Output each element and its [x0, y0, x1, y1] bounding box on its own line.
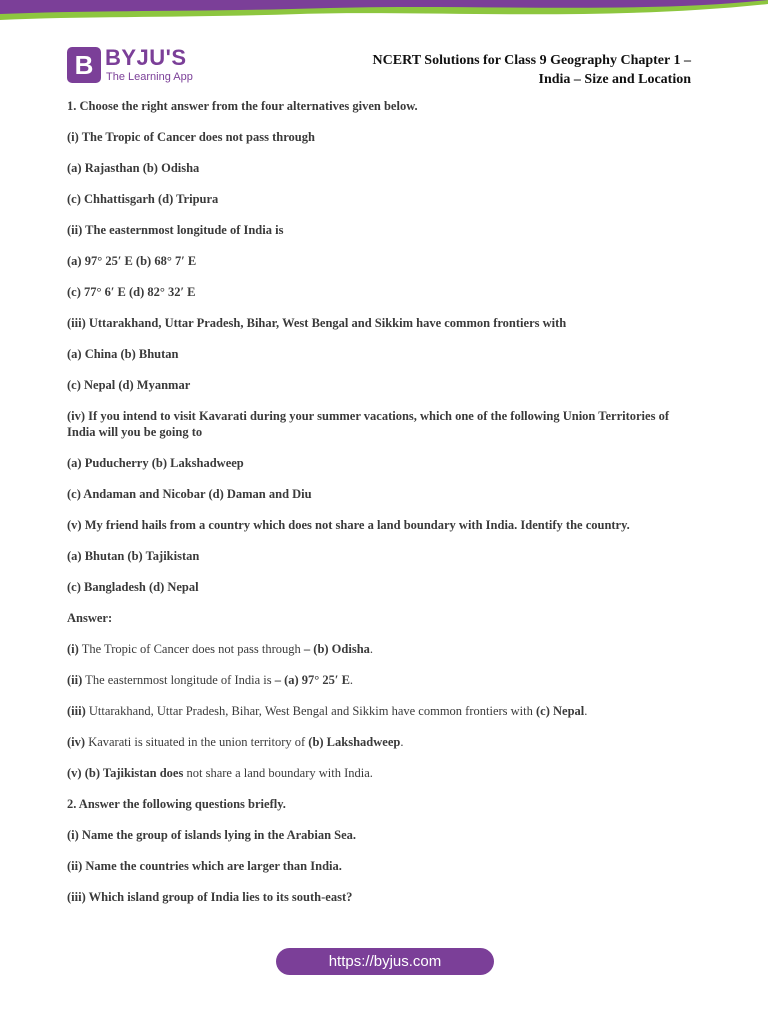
question-i-options-2: (c) Chhattisgarh (d) Tripura: [67, 192, 219, 206]
document-body: [67, 99, 697, 921]
answer-iv-text: Kavarati is situated in the union territory of: [85, 734, 309, 749]
answer-iv-end: .: [400, 734, 404, 749]
answer-label: Answer:: [67, 610, 113, 625]
question-1-heading: 1. Choose the right answer from the four alternatives given below.: [67, 99, 418, 113]
question-i-options-1: (a) Rajasthan (b) Odisha: [67, 161, 200, 175]
question-v-options-2: (c) Bangladesh (d) Nepal: [67, 579, 199, 594]
logo-badge: [67, 47, 101, 83]
document-header: [373, 51, 691, 89]
answer-ii-end: .: [349, 672, 354, 687]
answer-iii-end: .: [584, 703, 588, 718]
answer-iv-choice: (b) Lakshadweep: [308, 734, 401, 749]
question-iv: (iv) If you intend to visit Kavarati during your summer vacations, which one of the following Union Territories of India will you be going to: [67, 409, 669, 439]
question-ii-options-1: (a) 97° 25′ E (b) 68° 7′ E: [67, 254, 197, 268]
answer-v-text: not share a land boundary with India.: [183, 765, 373, 780]
answer-ii: [67, 673, 697, 689]
question-2-i: (i) Name the group of islands lying in the Arabian Sea.: [67, 827, 357, 842]
question-iv-options-2: (c) Andaman and Nicobar (d) Daman and Diu: [67, 486, 312, 501]
logo-wordmark: BYJU'S: [105, 45, 187, 70]
logo-tagline: The Learning App: [106, 71, 193, 83]
question-iii: (iii) Uttarakhand, Uttar Pradesh, Bihar, West Bengal and Sikkim have common frontiers with: [67, 316, 567, 330]
answer-v-choice: (v) (b) Tajikistan does: [67, 765, 184, 780]
answer-i-number: (i): [67, 641, 79, 656]
question-2-heading: 2. Answer the following questions briefly.: [67, 796, 286, 811]
byjus-logo: [67, 45, 203, 86]
answer-iii-number: (iii): [67, 703, 86, 718]
answer-ii-choice: – (a) 97° 25′ E: [274, 672, 350, 687]
answer-i-text: The Tropic of Cancer does not pass through: [78, 641, 304, 656]
header-line-1: NCERT Solutions for Class 9 Geography Chapter 1 –: [372, 53, 691, 68]
answer-i: [67, 642, 697, 658]
question-i: (i) The Tropic of Cancer does not pass through: [67, 130, 315, 144]
answer-iv: [67, 735, 697, 751]
answer-ii-number: (ii): [67, 672, 83, 687]
header-line-2: India – Size and Location: [538, 72, 691, 87]
question-2-ii: (ii) Name the countries which are larger than India.: [67, 858, 342, 873]
answer-i-choice: – (b) Odisha: [303, 641, 370, 656]
answer-iii-choice: (c) Nepal: [536, 703, 585, 718]
question-2-iii: (iii) Which island group of India lies to its south-east?: [67, 889, 353, 904]
answer-iii: [67, 704, 697, 720]
question-v: (v) My friend hails from a country which does not share a land boundary with India. Identify the country.: [67, 517, 630, 532]
answer-iv-number: (iv): [67, 734, 86, 749]
answer-iii-text: Uttarakhand, Uttar Pradesh, Bihar, West Bengal and Sikkim have common frontiers with: [85, 703, 537, 718]
footer-url-button[interactable]: https://byjus.com: [276, 948, 494, 975]
question-ii-options-2: (c) 77° 6′ E (d) 82° 32′ E: [67, 285, 196, 299]
question-v-options-1: (a) Bhutan (b) Tajikistan: [67, 548, 200, 563]
question-ii: (ii) The easternmost longitude of India is: [67, 223, 284, 237]
answer-v: [67, 766, 697, 782]
answer-ii-text: The easternmost longitude of India is: [82, 672, 275, 687]
answer-i-end: .: [369, 641, 374, 656]
question-iv-options-1: (a) Puducherry (b) Lakshadweep: [67, 455, 244, 470]
top-decorative-banner: [0, 0, 768, 28]
logo-letter: B: [74, 50, 94, 80]
question-iii-options-2: (c) Nepal (d) Myanmar: [67, 378, 191, 392]
question-iii-options-1: (a) China (b) Bhutan: [67, 347, 179, 361]
